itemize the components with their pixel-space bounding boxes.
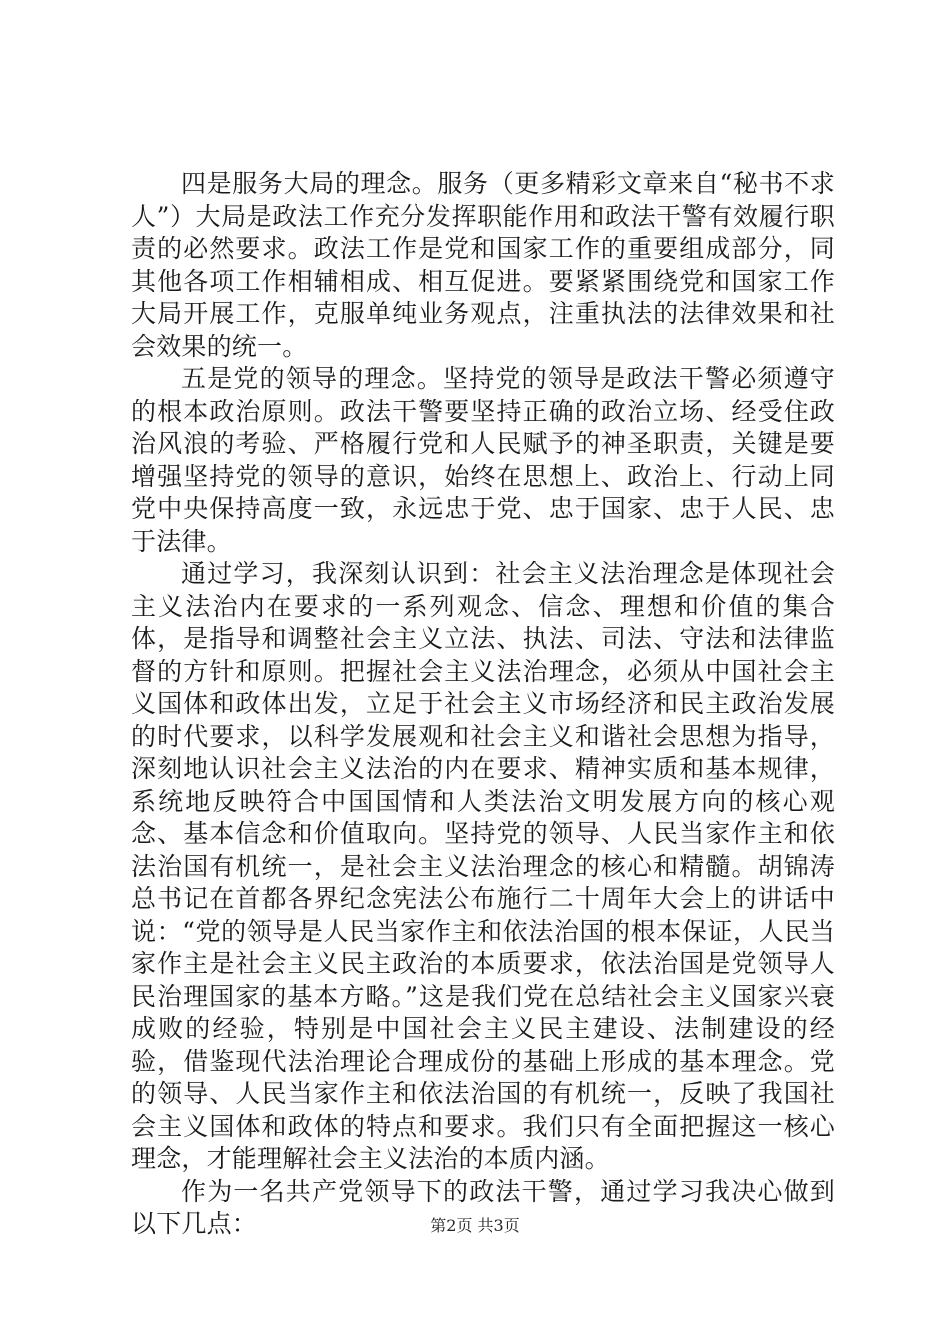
paragraph-service-concept: 四是服务大局的理念。服务（更多精彩文章来自“秘书不求人”）大局是政法工作充分发挥职能作用和政法干警有效履行职责的必然要求。政法工作是党和国家工作的重要组成部分，同其他各项工作相辅相成、相互促进。要紧紧围绕党和国家工作大局开展工作，克服单纯业务观点，注重执法的法律效果和社会效果的统一。 (131, 169, 835, 361)
paragraph-study-reflection: 通过学习，我深刻认识到：社会主义法治理念是体现社会主义法治内在要求的一系列观念、信念、理想和价值的集合体，是指导和调整社会主义立法、执法、司法、守法和法律监督的方针和原则。把握社会主义法治理念，必须从中国社会主义国体和政体出发，立足于社会主义市场经济和民主政治发展的时代要求，以科学发展观和社会主义和谐社会思想为指导，深刻地认识社会主义法治的内在要求、精神实质和基本规律，系统地反映符合中国国情和人类法治文明发展方向的核心观念、基本信念和价值取向。坚持党的领导、人民当家作主和依法治国有机统一，是社会主义法治理念的核心和精髓。胡锦涛总书记在首都各界纪念宪法公布施行二十周年大会上的讲话中说：“党的领导是人民当家作主和依法治国的根本保证，人民当家作主是社会主义民主政治的本质要求，依法治国是党领导人民治理国家的基本方略。”这是我们党在总结社会主义国家兴衰成败的经验，特别是中国社会主义民主建设、法制建设的经验，借鉴现代法治理论合理成份的基础上形成的基本理念。党的领导、人民当家作主和依法治国的有机统一，反映了我国社会主义国体和政体的特点和要求。我们只有全面把握这一核心理念，才能理解社会主义法治的本质内涵。 (131, 559, 835, 1173)
paragraph-resolution-intro: 作为一名共产党领导下的政法干警，通过学习我决心做到以下几点： (131, 1176, 835, 1238)
paragraph-party-leadership-concept: 五是党的领导的理念。坚持党的领导是政法干警必须遵守的根本政治原则。政法干警要坚持正确的政治立场、经受住政治风浪的考验、严格履行党和人民赋予的神圣职责，关键是要增强坚持党的领导的意识，始终在思想上、政治上、行动上同党中央保持高度一致，永远忠于党、忠于国家、忠于人民、忠于法律。 (131, 364, 835, 556)
page-number-footer: 第2页 共3页 (430, 1216, 520, 1235)
document-body (131, 168, 835, 1241)
